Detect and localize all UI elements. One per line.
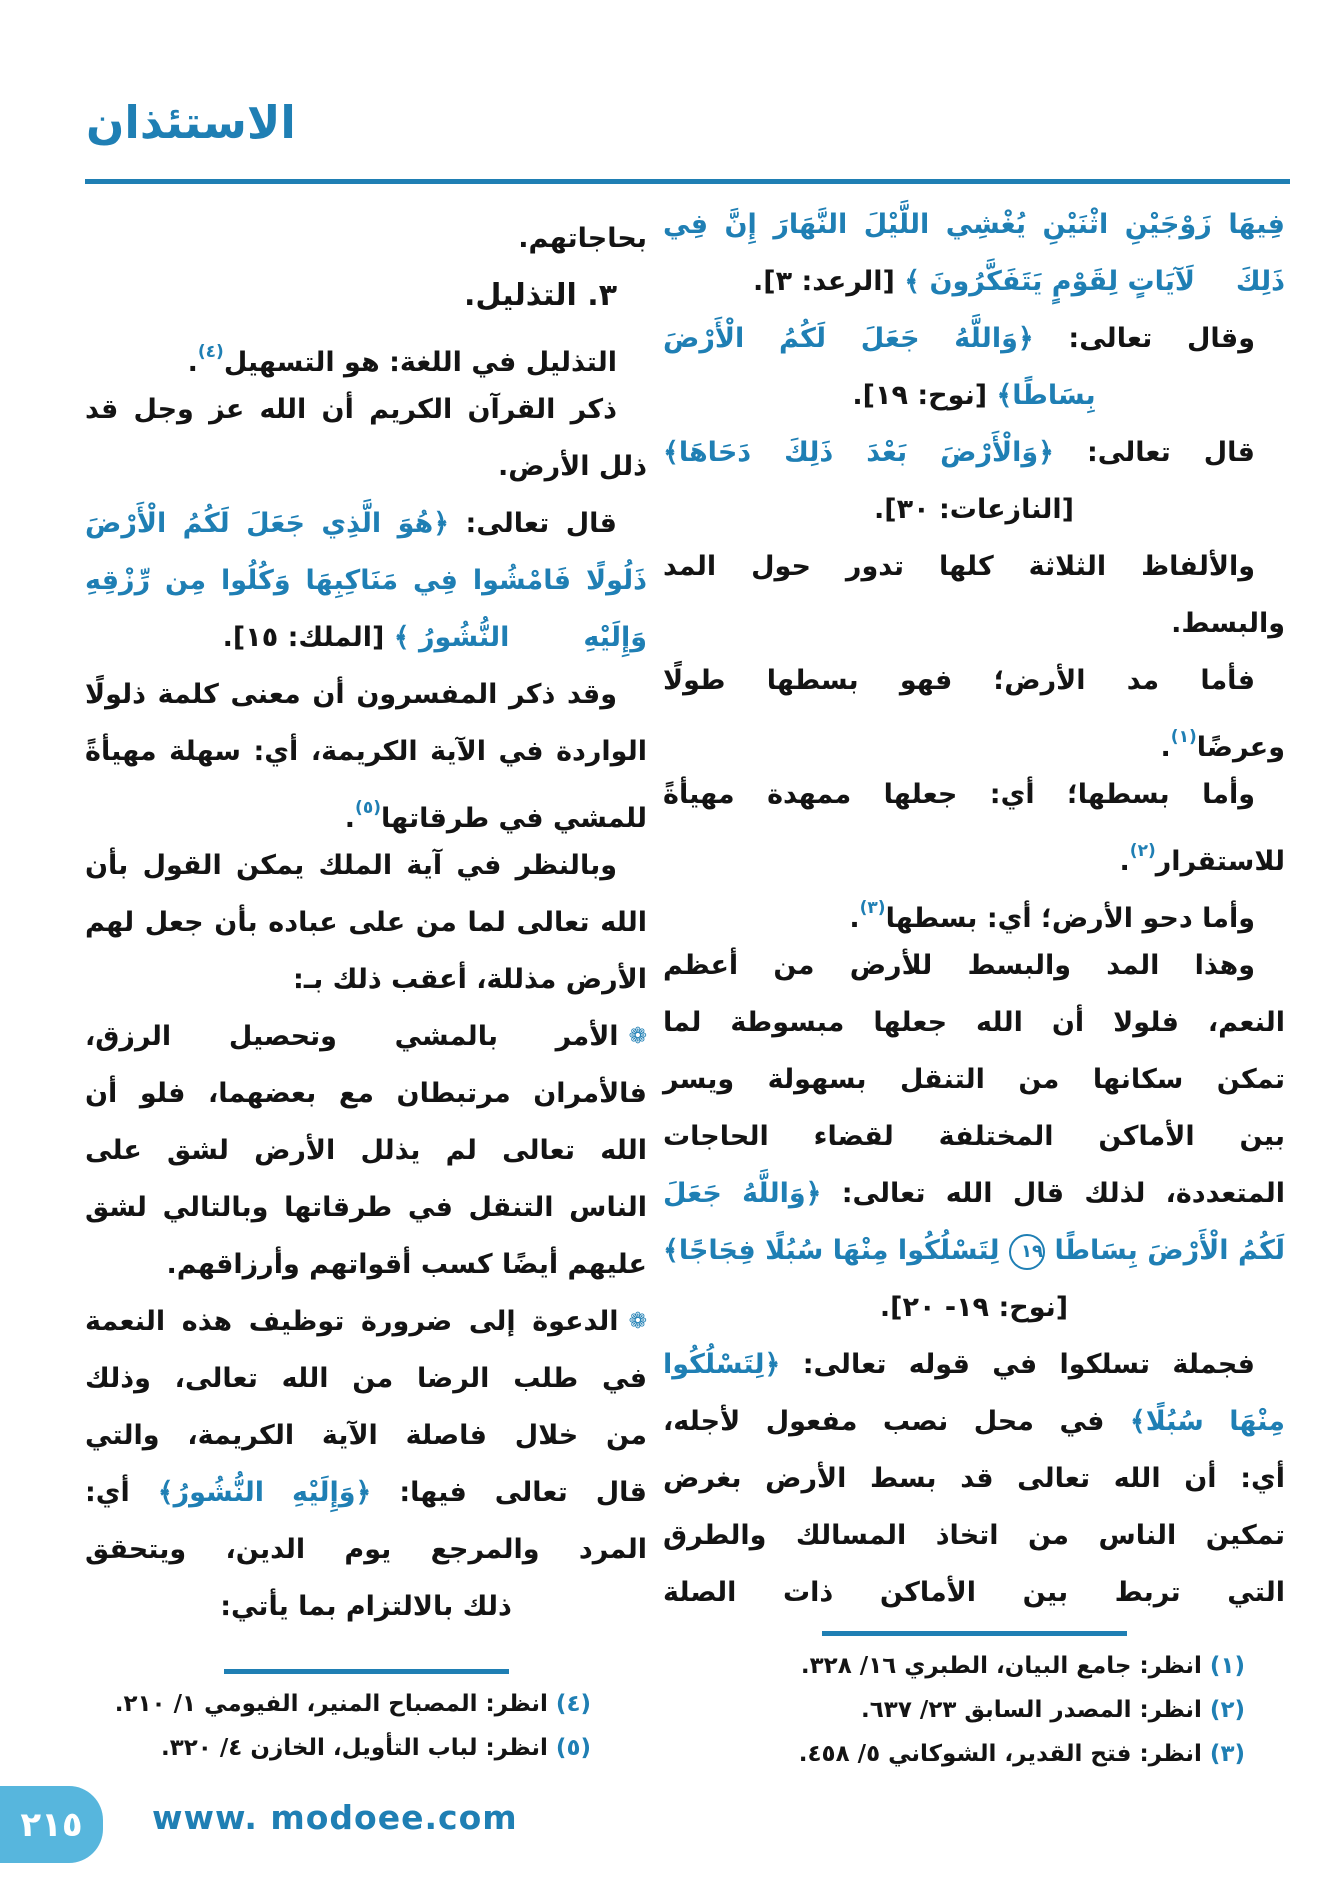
text-line: فأما مد الأرض؛ فهو بسطها طولًا bbox=[663, 665, 1255, 696]
footnote bbox=[663, 1688, 1285, 1732]
column-left bbox=[85, 196, 647, 1776]
text-columns bbox=[85, 196, 1285, 1776]
footnote-number: (٣) bbox=[1201, 1741, 1245, 1767]
footnote-separator-right bbox=[822, 1631, 1127, 1636]
text-line: الأرض مذللة، أعقب ذلك بـ: bbox=[293, 964, 647, 995]
text-line: والبسط. bbox=[1171, 608, 1285, 639]
footnote-marker: (٥) bbox=[355, 798, 381, 818]
quran-verse-text: ﴿لِتَسْلُكُوا bbox=[663, 1349, 781, 1380]
text-line: وقد ذكر المفسرون أن معنى كلمة ذلولًا bbox=[85, 679, 617, 710]
text-line: [نوح: ١٩- ٢٠]. bbox=[879, 1292, 1069, 1323]
flower-bullet-icon: ❁ bbox=[628, 1024, 647, 1049]
header-rule bbox=[85, 179, 1290, 184]
quran-verse-text: ﴿هُوَ الَّذِي جَعَلَ لَكُمُ الْأَرْضَ bbox=[85, 508, 450, 539]
footnote-number: (٥) bbox=[547, 1735, 591, 1761]
footnote bbox=[663, 1644, 1285, 1688]
text-line: بين الأماكن المختلفة لقضاء الحاجات bbox=[663, 1121, 1285, 1152]
column-right-body bbox=[663, 196, 1285, 1621]
quran-verse-text: بِسَاطًا﴾ bbox=[987, 380, 1096, 411]
footnote bbox=[663, 1732, 1285, 1776]
text-line: النُّشُورُ ﴾ [الملك: ١٥]. bbox=[222, 622, 510, 653]
text-line: المتعددة، لذلك قال الله تعالى: ﴿وَاللَّهُ جَعَلَ bbox=[663, 1178, 1286, 1209]
footnote-separator-left bbox=[224, 1669, 509, 1674]
text-line: تمكن سكانها من التنقل بسهولة ويسر bbox=[663, 1064, 1285, 1095]
text-line: مِنْهَا سُبُلًا﴾ في محل نصب مفعول لأجله، bbox=[663, 1406, 1285, 1437]
quran-verse-text: فِيهَا زَوْجَيْنِ اثْنَيْنِ يُغْشِي اللَّيْلَ النَّهَارَ إِنَّ فِي ذَلِكَ bbox=[663, 209, 1285, 297]
text-line: من خلال فاصلة الآية الكريمة، والتي bbox=[85, 1420, 647, 1451]
text-line: ذلل الأرض. bbox=[498, 451, 647, 482]
quran-verse-text: لَكُمُ الْأَرْضَ بِسَاطًا bbox=[1044, 1235, 1285, 1266]
footnotes-right bbox=[663, 1644, 1285, 1776]
text-line: ذكر القرآن الكريم أن الله عز وجل قد bbox=[85, 394, 617, 425]
quran-verse-text: مِنْهَا سُبُلًا﴾ bbox=[1104, 1406, 1285, 1437]
footnote-number: (٢) bbox=[1201, 1697, 1245, 1723]
footnote-text: انظر: لباب التأويل، الخازن ٤/ ٣٢٠. bbox=[160, 1735, 548, 1761]
text-line: لَآيَاتٍ لِقَوْمٍ يَتَفَكَّرُونَ ﴾ [الرعد: ٣]. bbox=[752, 266, 1195, 297]
text-line: الله تعالى لما من على عباده بأن جعل لهم bbox=[85, 907, 647, 938]
text-line: ٣. التذليل. bbox=[464, 278, 617, 313]
text-line: وعرضًا$^{(١)}$. bbox=[1160, 727, 1285, 763]
text-line: التي تربط بين الأماكن ذات الصلة bbox=[663, 1577, 1285, 1608]
footnote-marker: (٤) bbox=[197, 342, 224, 362]
quran-verse-text: لِتَسْلُكُوا مِنْهَا سُبُلًا فِجَاجًا﴾ bbox=[663, 1235, 1009, 1266]
flower-bullet-icon: ❁ bbox=[628, 1309, 647, 1334]
text-line: للمشي في طرقاتها$^{(٥)}$. bbox=[344, 798, 647, 834]
text-line: وأما بسطها؛ أي: جعلها ممهدة مهيأةً bbox=[663, 779, 1255, 810]
text-line: الناس التنقل في طرقاتها وبالتالي لشق bbox=[85, 1192, 647, 1223]
footnote-text: انظر: جامع البيان، الطبري ١٦/ ٣٢٨. bbox=[800, 1653, 1202, 1679]
text-line: أي: أن الله تعالى قد بسط الأرض بغرض bbox=[663, 1463, 1285, 1494]
text-line: [النازعات: ٣٠]. bbox=[874, 494, 1074, 525]
footnote-marker: (١) bbox=[1170, 727, 1197, 747]
quran-verse-text: لَآيَاتٍ لِقَوْمٍ يَتَفَكَّرُونَ ﴾ bbox=[894, 266, 1195, 297]
column-right bbox=[663, 196, 1285, 1776]
text-line: الواردة في الآية الكريمة، أي: سهلة مهيأةً bbox=[85, 736, 647, 767]
text-line: بحاجاتهم. bbox=[518, 223, 647, 254]
footnote-number: (٤) bbox=[547, 1691, 591, 1717]
text-line: النعم، فلولا أن الله جعلها مبسوطة لما bbox=[663, 1007, 1285, 1038]
footnote-number: (١) bbox=[1201, 1653, 1245, 1679]
quran-verse-text: ﴿وَإِلَيْهِ النُّشُورُ﴾ bbox=[129, 1477, 372, 1508]
text-line: وبالنظر في آية الملك يمكن القول بأن bbox=[85, 850, 617, 881]
footnote bbox=[85, 1726, 647, 1770]
text-line: الله تعالى لم يذلل الأرض لشق على bbox=[85, 1135, 647, 1166]
text-line: قال تعالى فيها: ﴿وَإِلَيْهِ النُّشُورُ﴾ أي: bbox=[85, 1477, 647, 1508]
footnote bbox=[85, 1682, 647, 1726]
text-line: ذلك بالالتزام بما يأتي: bbox=[220, 1591, 512, 1622]
quran-verse-text: النُّشُورُ ﴾ bbox=[384, 622, 510, 653]
page-number-badge bbox=[0, 1786, 103, 1863]
text-line: وهذا المد والبسط للأرض من أعظم bbox=[663, 950, 1255, 981]
footnotes-left bbox=[85, 1682, 647, 1770]
text-line: للاستقرار$^{(٢)}$. bbox=[1119, 841, 1285, 877]
page-title: الاستئذان bbox=[86, 96, 296, 149]
website-url: www. modoee.com bbox=[152, 1798, 518, 1837]
quran-verse-text: ﴿وَالْأَرْضَ بَعْدَ ذَلِكَ دَحَاهَا﴾ bbox=[663, 437, 1055, 468]
footnote-marker: (٢) bbox=[1129, 841, 1156, 861]
text-line: بِسَاطًا﴾ [نوح: ١٩]. bbox=[852, 380, 1096, 411]
text-line: وأما دحو الأرض؛ أي: بسطها$^{(٣)}$. bbox=[849, 898, 1255, 934]
footnote-text: انظر: المصباح المنير، الفيومي ١/ ٢١٠. bbox=[114, 1691, 548, 1717]
column-left-body bbox=[85, 210, 647, 1635]
text-line: في طلب الرضا من الله تعالى، وذلك bbox=[85, 1363, 647, 1394]
footnote-marker: (٣) bbox=[859, 898, 886, 918]
quran-verse-text: ﴿وَاللَّهُ جَعَلَ لَكُمُ الْأَرْضَ bbox=[663, 323, 1034, 354]
footnote-text: انظر: المصدر السابق ٢٣/ ٦٣٧. bbox=[861, 1697, 1202, 1723]
text-line: فجملة تسلكوا في قوله تعالى: ﴿لِتَسْلُكُوا bbox=[663, 1349, 1255, 1380]
text-line: والألفاظ الثلاثة كلها تدور حول المد bbox=[663, 551, 1255, 582]
quran-verse-text: ذَلُولًا فَامْشُوا فِي مَنَاكِبِهَا وَكُلُوا مِن رِّزْقِهِ وَإِلَيْهِ bbox=[85, 565, 647, 653]
text-line: عليهم أيضًا كسب أقواتهم وأرزاقهم. bbox=[166, 1249, 647, 1280]
text-line: قال تعالى: ﴿وَالْأَرْضَ بَعْدَ ذَلِكَ دَحَاهَا﴾ bbox=[663, 437, 1255, 468]
quran-verse-text: ﴿وَاللَّهُ جَعَلَ bbox=[663, 1178, 822, 1209]
text-line: التذليل في اللغة: هو التسهيل$^{(٤)}$. bbox=[187, 342, 617, 378]
ayah-number-circle: ١٩ bbox=[1009, 1234, 1045, 1270]
page-number: ٢١٥ bbox=[20, 1804, 83, 1845]
footnote-text: انظر: فتح القدير، الشوكاني ٥/ ٤٥٨. bbox=[798, 1741, 1202, 1767]
text-line bbox=[663, 1222, 1285, 1279]
text-line: ❁الدعوة إلى ضرورة توظيف هذه النعمة bbox=[85, 1306, 647, 1337]
text-line: قال تعالى: ﴿هُوَ الَّذِي جَعَلَ لَكُمُ الْأَرْضَ bbox=[85, 508, 617, 539]
text-line: وقال تعالى: ﴿وَاللَّهُ جَعَلَ لَكُمُ الْأَرْضَ bbox=[663, 323, 1255, 354]
text-line: ❁الأمر بالمشي وتحصيل الرزق، bbox=[85, 1021, 647, 1052]
text-line: فالأمران مرتبطان مع بعضهما، فلو أن bbox=[85, 1078, 647, 1109]
text-line: المرد والمرجع يوم الدين، ويتحقق bbox=[85, 1534, 647, 1565]
text-line: تمكين الناس من اتخاذ المسالك والطرق bbox=[663, 1520, 1285, 1551]
